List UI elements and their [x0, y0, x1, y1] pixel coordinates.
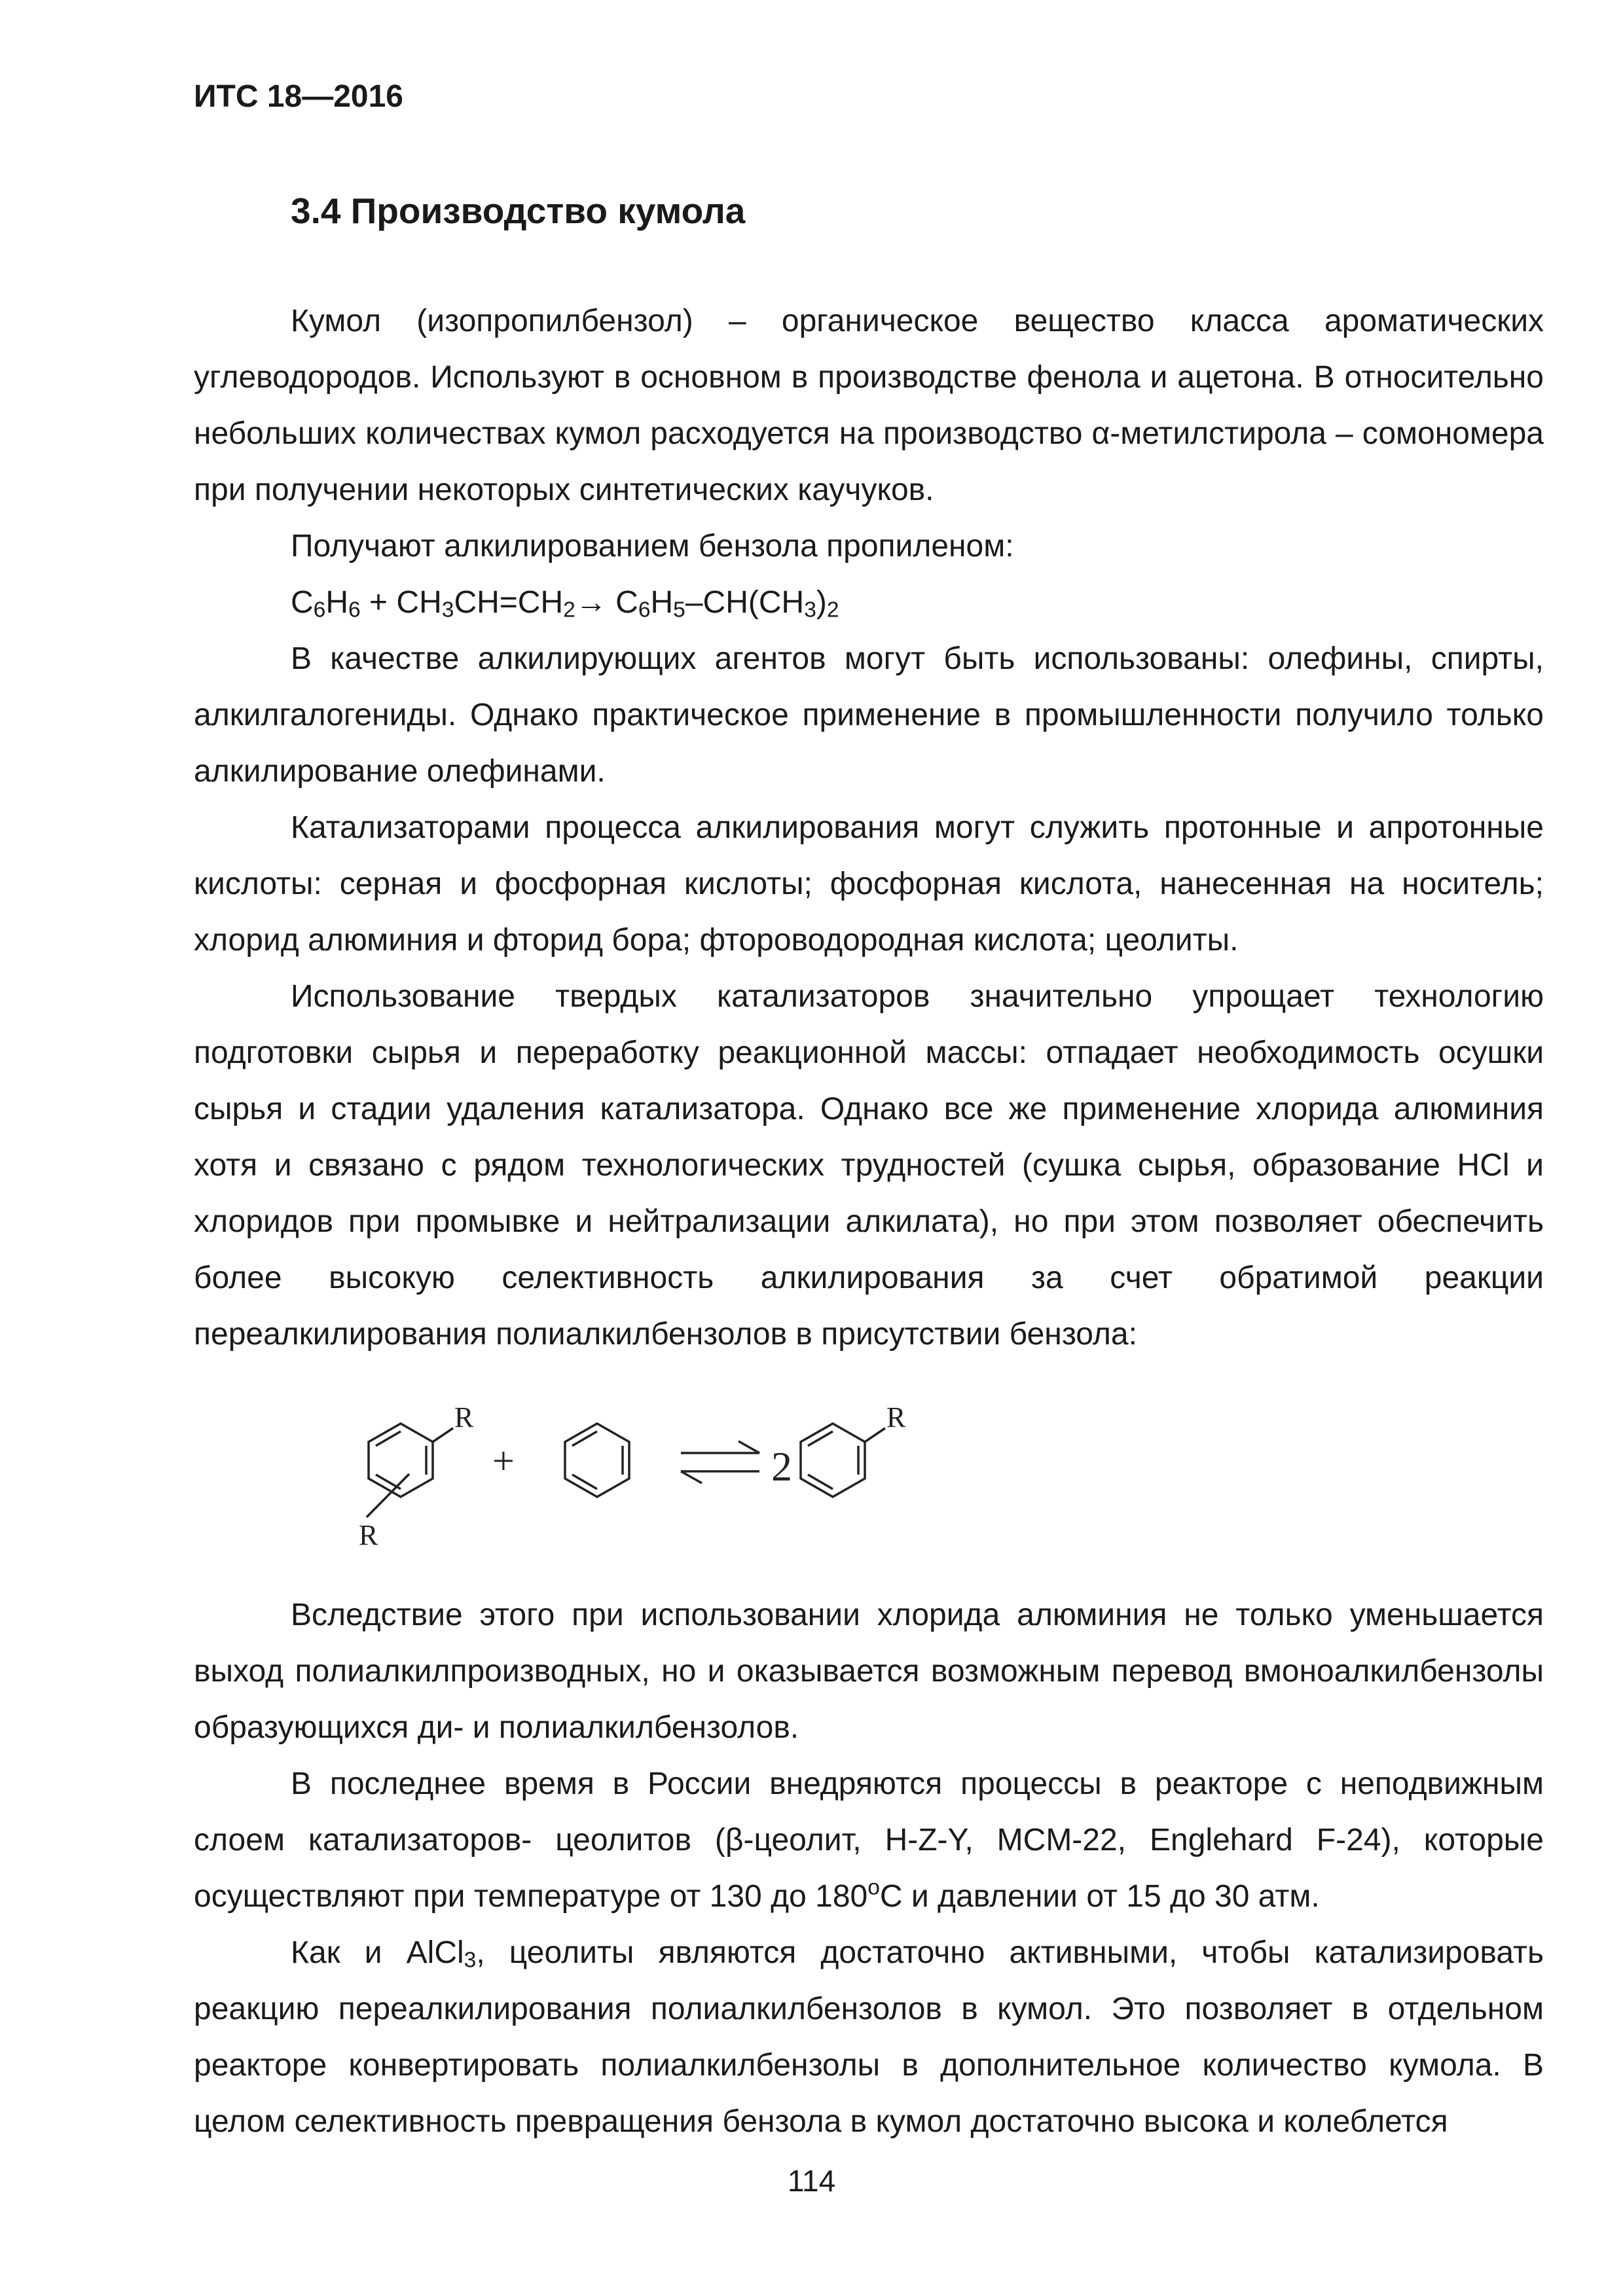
paragraph: Кумол (изопропилбензол) – органическое вещество класса ароматических углеводородов. Используют в основном в производстве фенола и ацетона. В относительно небольших количествах кумол расходуется на производство α-метилстирола – сомономера при получении некоторых синтетических каучуков. [194, 304, 1544, 507]
dialkylbenzene-structure [367, 1424, 453, 1517]
transalkylation-reaction-scheme [340, 1401, 1126, 1571]
substituent-r-label: R [886, 1401, 906, 1433]
body-text-bottom [194, 1587, 1544, 2150]
monoalkylbenzene-structure [801, 1424, 885, 1497]
chemical-equation: $C_6H_6 + CH_3CH=CH_2\to C_6H_5-CH(CH_3)_2$ [291, 585, 839, 622]
equilibrium-arrows [681, 1441, 759, 1483]
stoichiometric-coefficient: 2 [771, 1443, 792, 1490]
paragraph-zeolites: В последнее время в России внедряются процессы в реакторе с неподвижным слоем катализаторов- цеолитов (β-цеолит, H-Z-Y, MCM-22, Englehard F-24), которые осуществляют при температуре от 130 до $180^оС$ и давлении от 15 до 30 атм. [194, 1767, 1544, 1914]
section-title: 3.4 Производство кумола [291, 190, 746, 231]
substituent-r-label: R [359, 1519, 378, 1551]
substituent-r-label: R [454, 1401, 474, 1433]
paragraph: Получают алкилированием бензола пропиленом: [291, 529, 1014, 564]
plus-sign: + [492, 1439, 515, 1482]
paragraph-alcl3: Как и AlCl$_3$, цеолиты являются достаточно активными, чтобы катализировать реакцию переалкилирования полиалкилбензолов в кумол. Это позволяет в отдельном реакторе конвертировать полиалкилбензолы в дополнительное количество кумола. В целом селективность превращения бензола в кумол достаточно высока и колеблется [194, 1935, 1544, 2139]
benzene-structure [565, 1424, 629, 1497]
document-header-code: ИТС 18—2016 [194, 79, 403, 114]
body-text-top [194, 293, 1544, 1363]
paragraph: В качестве алкилирующих агентов могут быть использованы: олефины, спирты, алкилгалогениды. Однако практическое применение в промышленности получило только алкилирование олефинами. [194, 641, 1544, 789]
page-number: 114 [787, 2164, 836, 2198]
paragraph: Вследствие этого при использовании хлорида алюминия не только уменьшается выход полиалкилпроизводных, но и оказывается возможным перевод вмоноалкилбензолы образующихся ди- и полиалкилбензолов. [194, 1598, 1544, 1745]
paragraph: Катализаторами процесса алкилирования могут служить протонные и апротонные кислоты: серная и фосфорная кислоты; фосфорная кислота, нанесенная на носитель; хлорид алюминия и фторид бора; фтороводородная кислота; цеолиты. [194, 810, 1544, 958]
paragraph: Использование твердых катализаторов значительно упрощает технологию подготовки сырья и переработку реакционной массы: отпадает необходимость осушки сырья и стадии удаления катализатора. Однако все же применение хлорида алюминия хотя и связано с рядом технологических трудностей (сушка сырья, образование HCl и хлоридов при промывке и нейтрализации алкилата), но при этом позволяет обеспечить более высокую селективность алкилирования за счет обратимой реакции переалкилирования полиалкилбензолов в присутствии бензола: [194, 979, 1544, 1352]
